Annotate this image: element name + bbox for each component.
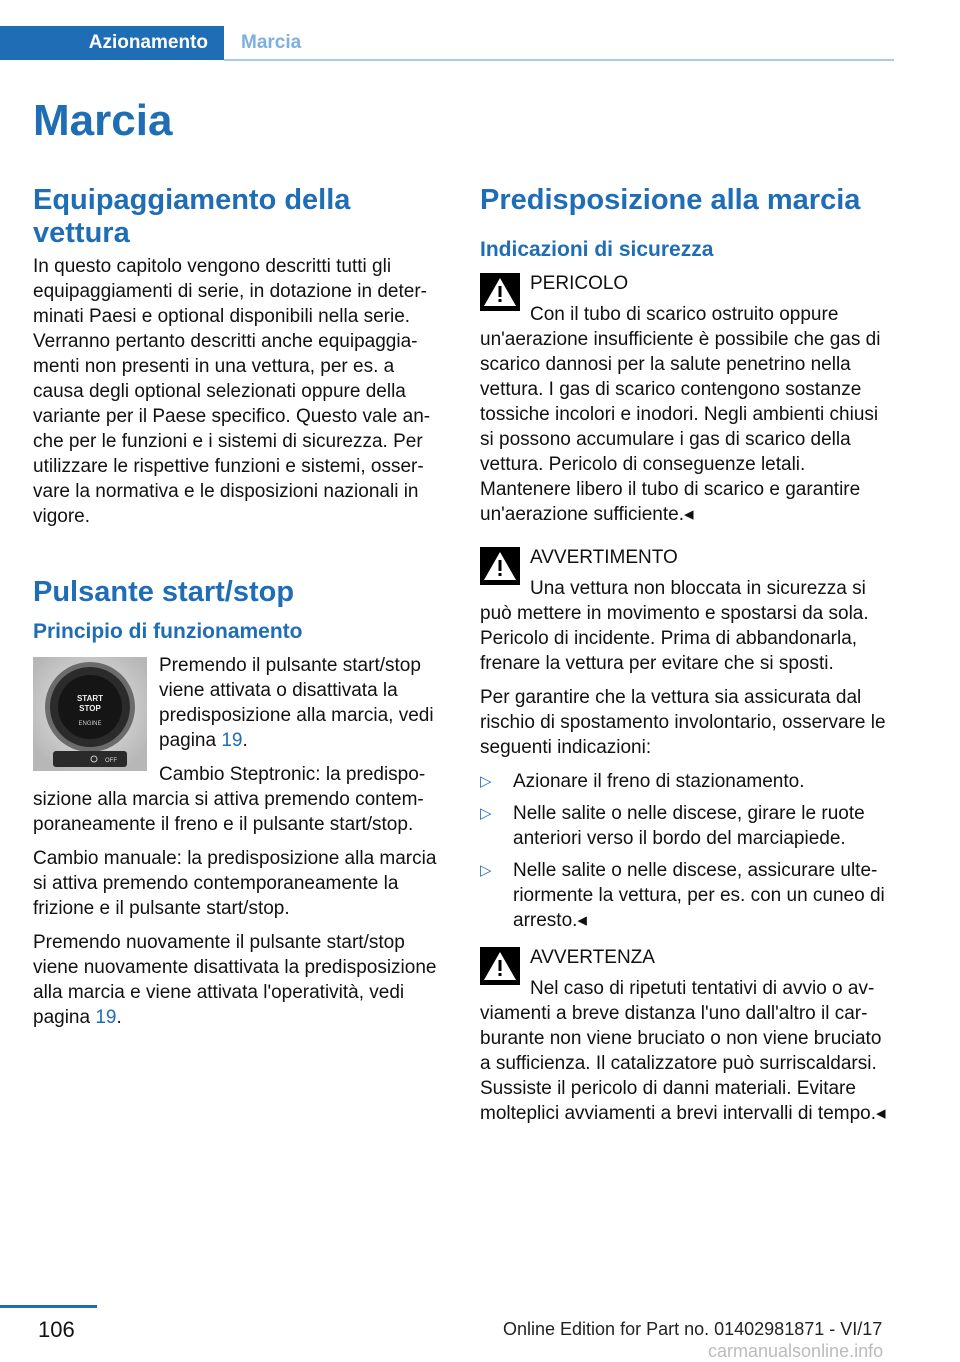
- footer-rule: [0, 1305, 97, 1308]
- edition-text: Online Edition for Part no. 01402981871 - VI/17: [503, 1319, 883, 1339]
- warning-triangle-icon: [480, 947, 520, 985]
- header-tabs: [0, 26, 894, 60]
- bullet-arrow-icon: ▷: [480, 773, 492, 790]
- watermark: carmanualsonline.info: [708, 1341, 884, 1361]
- bullet-arrow-icon: ▷: [480, 862, 492, 879]
- left-column: [33, 184, 447, 1030]
- list-item: ▷ Nelle salite o nelle discese, assicurare ulteriormente la vettura, per es. con un cuneo di arresto.◂: [480, 860, 885, 931]
- section-text-equipaggiamento: In questo capitolo vengono descritti tutti gli equipaggiamenti di serie, in dotazione in determinati Paesi e optional disponibili nella serie. Verranno pertanto descritti anche equipaggiamenti non presenti in una vettura, per es. a causa degli optional selezionati oppure della variante per il Paese specifico. Questo vale anche per le funzioni e i sistemi di sicurezza. Per utilizzare le rispettive funzioni e sistemi, osservare la normativa e le disposizioni nazionali in vigore.: [33, 256, 431, 527]
- warning-triangle-icon: [480, 273, 520, 311]
- warning-label: AVVERTENZA: [530, 947, 655, 968]
- section-title-equipaggiamento: Equipaggiamento della vettura: [33, 184, 351, 249]
- page-link-19[interactable]: 19: [221, 730, 243, 751]
- warning-text: Una vettura non bloccata in sicurezza si può mettere in movimento e spostarsi da sola. Pericolo di incidente. Prima di abbandonarla, frenare la vettura per evitare che si sposti.: [480, 578, 869, 674]
- tab-azionamento[interactable]: Azionamento: [0, 26, 224, 60]
- warning-label: AVVERTIMENTO: [530, 547, 678, 568]
- warning-pericolo: [480, 271, 894, 527]
- warning-avvertenza: [480, 945, 894, 1126]
- page-title: Marcia: [33, 96, 173, 145]
- warning-avvertimento: [480, 545, 894, 676]
- start-stop-button-image: [33, 657, 147, 771]
- tab-underline: [224, 59, 894, 61]
- image-label-stop: STOP: [79, 704, 101, 713]
- bullet-arrow-icon: ▷: [480, 805, 492, 822]
- subsection-title-sicurezza: Indicazioni di sicurezza: [480, 238, 714, 261]
- warning-label: PERICOLO: [530, 273, 629, 294]
- image-label-off: OFF: [105, 758, 117, 764]
- list-item: ▷ Azionare il freno di stazionamento.: [480, 771, 805, 792]
- page-number: 106: [38, 1317, 75, 1342]
- warning-text: Con il tubo di scarico ostruito oppure un'aerazione insufficiente è possibile che gas di scarico dannosi per la salute penetrino nella vettura. I gas di scarico contengono sostanze tossiche incolori e inodori. Negli ambienti chiusi si possono accumulare i gas di scarico della vettura. Pericolo di conseguenze letali. Mantenere libero il tubo di scarico e garantire un'aerazione sufficiente.◂: [480, 304, 881, 525]
- bullet-list: [480, 769, 894, 933]
- steptronic-text: Cambio Steptronic: la predisposizione alla marcia si attiva premendo contemporaneamente il freno e il pulsante start/stop.: [33, 764, 426, 835]
- principle-block: [33, 653, 447, 837]
- intro-text: Per garantire che la vettura sia assicurata dal rischio di spostamento involontario, osservare le seguenti indicazioni:: [480, 687, 886, 758]
- image-label-engine: ENGINE: [78, 721, 102, 727]
- subsection-title-principio: Principio di funzionamento: [33, 620, 303, 643]
- manual-gearbox-text: Cambio manuale: la predisposizione alla marcia si attiva premendo contemporaneamente la frizione e il pulsante start/stop.: [33, 848, 437, 919]
- list-item: ▷ Nelle salite o nelle discese, girare le ruote anteriori verso il bordo del marciapiede.: [480, 803, 865, 849]
- right-column: [480, 184, 894, 1126]
- deactivate-text: Premendo nuovamente il pulsante start/stop viene nuovamente disattivata la predisposizione alla marcia e viene attivata l'operatività, vedi pagina 19.: [33, 932, 437, 1028]
- tab-marcia[interactable]: Marcia: [241, 32, 302, 53]
- principle-text: Premendo il pulsante start/stop viene attivata o disattivata la predisposizione alla marcia, vedi pagina 19.: [159, 655, 434, 751]
- section-title-predisposizione: Predisposizione alla marcia: [480, 184, 861, 216]
- warning-triangle-icon: [480, 547, 520, 585]
- page-link-19-b[interactable]: 19: [95, 1007, 117, 1028]
- warning-text: Nel caso di ripetuti tentativi di avvio o avviamenti a breve distanza l'uno dall'altro il carburante non viene bruciato o non viene bruciato a sufficienza. Il catalizzatore può surriscaldarsi. Sussiste il pericolo di danni materiali. Evitare molteplici avviamenti a brevi intervalli di tempo.◂: [480, 978, 886, 1124]
- image-label-start: START: [76, 694, 104, 703]
- section-title-pulsante: Pulsante start/stop: [33, 576, 295, 608]
